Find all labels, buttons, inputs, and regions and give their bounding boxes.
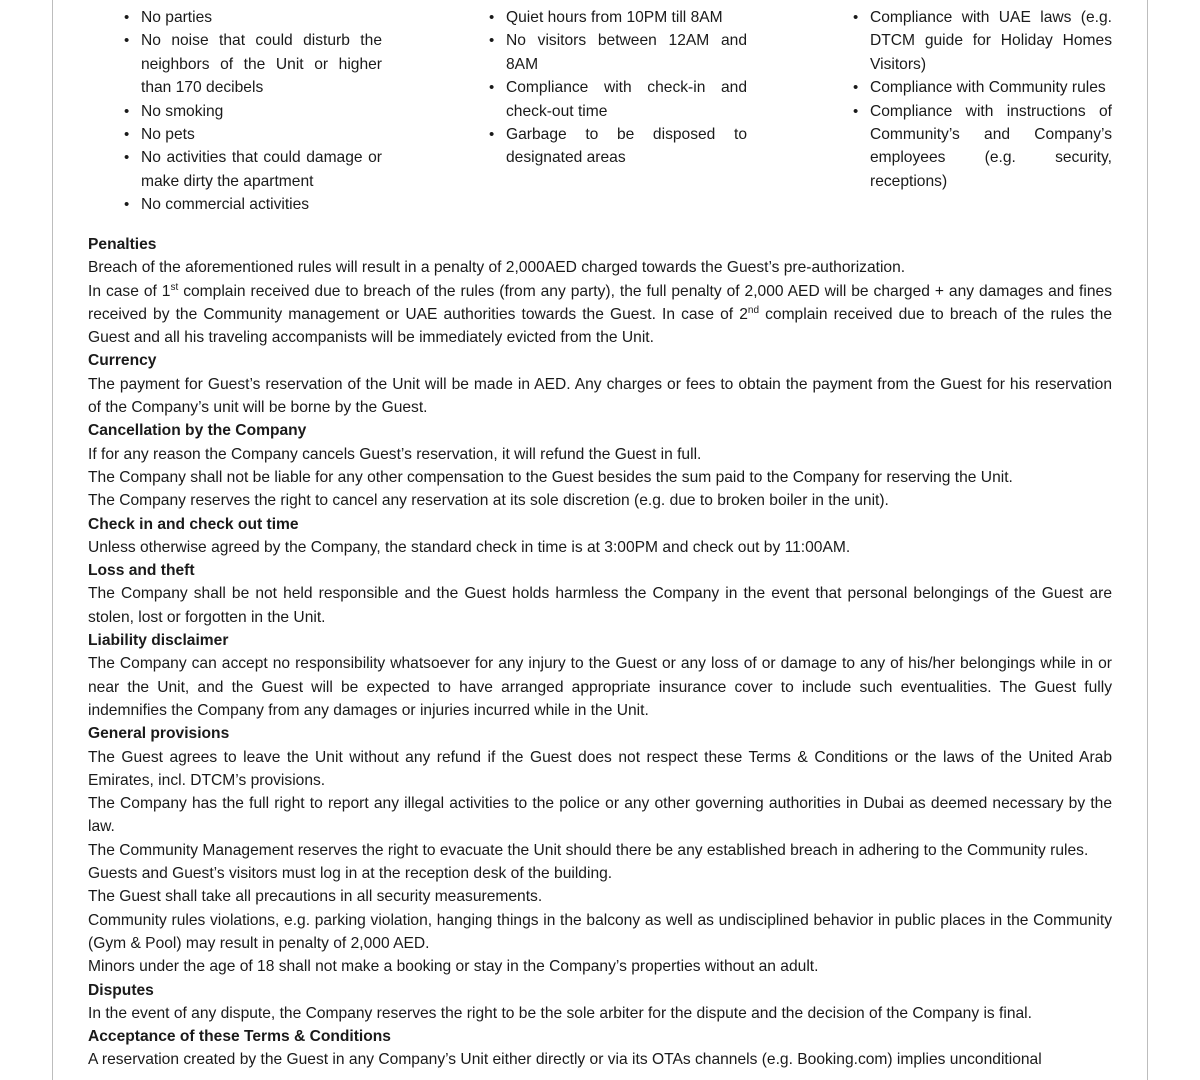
paragraph: If for any reason the Company cancels Guest’s reservation, it will refund the Guest in full.: [88, 445, 702, 463]
paragraph: The Company can accept no responsibility whatsoever for any injury to the Guest or any loss of or damage to any of his/her belongings while in or near the Unit, and the Guest will be expected to have arranged appropriate insurance cover to include such eventualities. The Guest fully indemnifies the Company from any damages or injuries incurred while in the Unit.: [88, 655, 1112, 719]
rules-column-3: [853, 6, 1112, 193]
rule-item: • Quiet hours from 10PM till 8AM: [489, 6, 747, 29]
rule-item: • Compliance with UAE laws (e.g. DTCM guide for Holiday Homes Visitors): [853, 6, 1112, 76]
rule-item: • No visitors between 12AM and 8AM: [489, 29, 747, 76]
paragraph: Minors under the age of 18 shall not make a booking or stay in the Company’s properties without an adult.: [88, 958, 819, 976]
paragraph: Community rules violations, e.g. parking violation, hanging things in the balcony as well as undisciplined behavior in public places in the Community (Gym & Pool) may result in penalty of 2,000 AED.: [88, 911, 1112, 952]
rule-item: • No smoking: [124, 100, 382, 123]
rule-item: • Compliance with check-in and check-out time: [489, 76, 747, 123]
section-heading-cancellation: Cancellation by the Company: [88, 422, 307, 440]
section-heading-general: General provisions: [88, 725, 230, 743]
rule-item: • Compliance with Community rules: [853, 76, 1112, 99]
rule-item: • No activities that could damage or make dirty the apartment: [124, 146, 382, 193]
section-heading-currency: Currency: [88, 352, 157, 370]
rule-item: • No noise that could disturb the neighbors of the Unit or higher than 170 decibels: [124, 29, 382, 99]
paragraph: The Company shall not be liable for any other compensation to the Guest besides the sum paid to the Company for reserving the Unit.: [88, 468, 1013, 486]
rule-item: • Compliance with instructions of Community’s and Company’s employees (e.g. security, receptions): [853, 100, 1112, 194]
paragraph: The Company has the full right to report any illegal activities to the police or any other governing authorities in Dubai as deemed necessary by the law.: [88, 795, 1112, 836]
section-heading-acceptance: Acceptance of these Terms & Conditions: [88, 1028, 391, 1046]
section-heading-liability: Liability disclaimer: [88, 632, 229, 650]
text-run: complain received due to breach of the rules (from any party), the full penalty of 2,000 AED will be charged + any damages and fines received by the Community management or UAE authorities towards the Guest. In case of 2: [88, 282, 1112, 323]
section-heading-disputes: Disputes: [88, 981, 154, 999]
superscript: st: [170, 281, 179, 293]
section-heading-loss: Loss and theft: [88, 562, 195, 580]
rule-item: • No parties: [124, 6, 382, 29]
rule-item: • Garbage to be disposed to designated areas: [489, 123, 747, 170]
paragraph: In the event of any dispute, the Company reserves the right to be the sole arbiter for the dispute and the decision of the Company is final.: [88, 1004, 1032, 1022]
text-run: complain received due to breach of the rules the Guest and all his traveling accompanists will be immediately evicted from the Unit.: [88, 305, 1113, 347]
terms-body: [88, 233, 1112, 1072]
paragraph: The Guest agrees to leave the Unit without any refund if the Guest does not respect these Terms & Conditions or the laws of the United Arab Emirates, incl. DTCM’s provisions.: [88, 748, 1112, 789]
paragraph: Breach of the aforementioned rules will result in a penalty of 2,000AED charged towards the Guest’s pre-authorization.: [88, 259, 906, 277]
section-heading-penalties: Penalties: [88, 236, 157, 253]
paragraph: Guests and Guest’s visitors must log in at the reception desk of the building.: [88, 865, 613, 883]
paragraph: The Guest shall take all precautions in all security measurements.: [88, 888, 543, 906]
rule-item: • No pets: [124, 123, 382, 146]
paragraph: A reservation created by the Guest in any Company’s Unit either directly or via its OTAs channels (e.g. Booking.com) implies unconditional: [88, 1051, 1042, 1069]
superscript: nd: [747, 304, 760, 316]
text-run: In case of 1: [88, 282, 171, 300]
section-heading-checkin: Check in and check out time: [88, 515, 299, 533]
paragraph: The Company shall be not held responsible and the Guest holds harmless the Company in the event that personal belongings of the Guest are stolen, lost or forgotten in the Unit.: [88, 585, 1112, 626]
paragraph: The Company reserves the right to cancel any reservation at its sole discretion (e.g. due to broken boiler in the unit).: [88, 492, 889, 510]
rules-column-2: [489, 6, 747, 170]
rules-column-1: [124, 6, 382, 217]
paragraph: Unless otherwise agreed by the Company, the standard check in time is at 3:00PM and check out by 11:00AM.: [88, 538, 851, 556]
rule-item: • No commercial activities: [124, 193, 382, 216]
paragraph: The payment for Guest’s reservation of the Unit will be made in AED. Any charges or fees to obtain the payment from the Guest for his reservation of the Company’s unit will be borne by the Guest.: [88, 375, 1112, 417]
paragraph-penalty-complaints: [88, 280, 1112, 350]
house-rules-columns: [0, 6, 1200, 230]
paragraph: The Community Management reserves the right to evacuate the Unit should there be any established breach in adhering to the Community rules.: [88, 841, 1089, 859]
